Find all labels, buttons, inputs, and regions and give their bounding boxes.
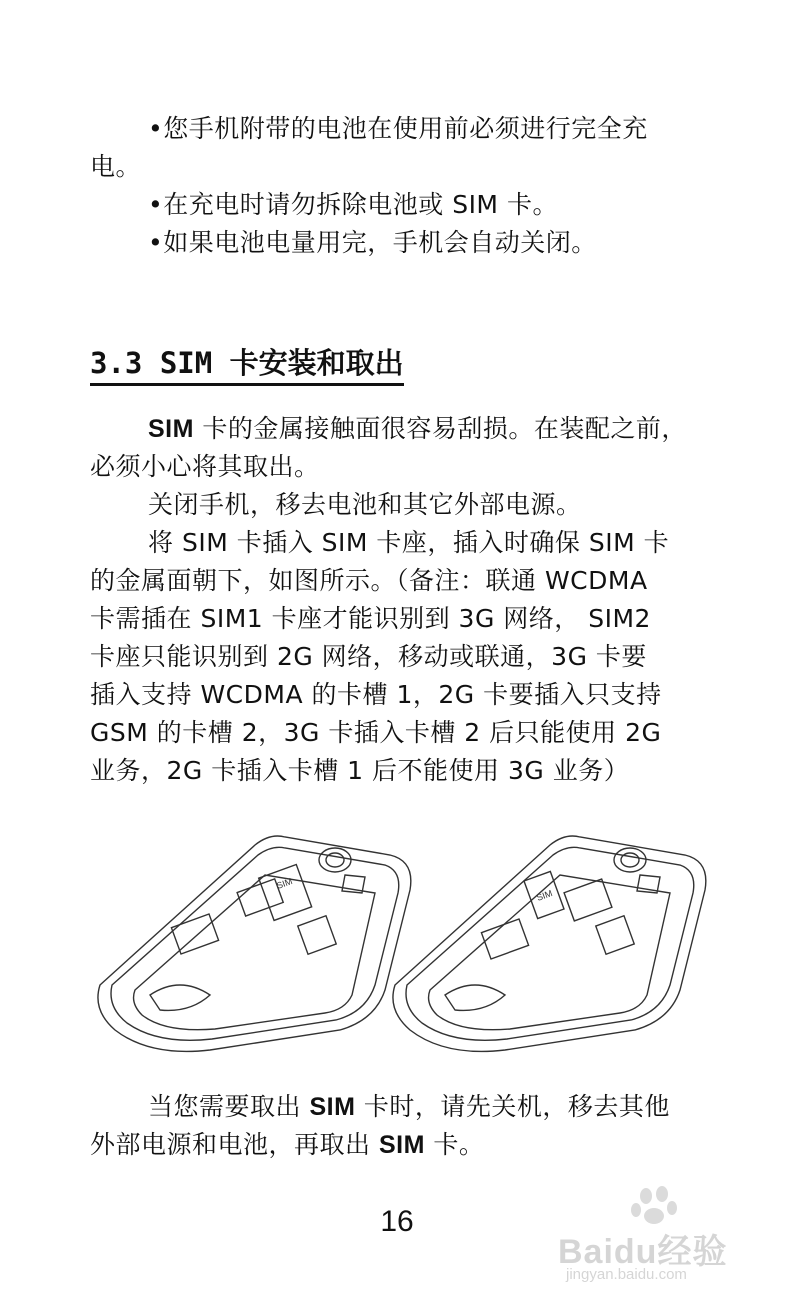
p3-line5: 插入支持 WCDMA 的卡槽 1，2G 卡要插入只支持 <box>90 680 662 709</box>
bullet-no-remove-while-charging: •在充电时请勿拆除电池或 SIM 卡。 <box>148 190 558 219</box>
p4-text-b: 卡时，请先关机，移去其他 <box>355 1092 670 1121</box>
bullet-auto-shutdown: •如果电池电量用完，手机会自动关闭。 <box>148 228 597 257</box>
p3-line7: 业务，2G 卡插入卡槽 1 后不能使用 3G 业务） <box>90 756 630 785</box>
phone-back-left <box>98 836 411 1051</box>
p1-bold-sim: SIM <box>148 415 194 443</box>
page-number: 16 <box>380 1205 414 1238</box>
battery-notes <box>90 110 710 262</box>
p3-line3: 卡需插在 SIM1 卡座才能识别到 3G 网络， SIM2 <box>90 604 651 633</box>
p4-bold-sim: SIM <box>309 1093 356 1121</box>
watermark-brand: Baidu经验 <box>558 1233 728 1271</box>
p3-line1: 将 SIM 卡插入 SIM 卡座，插入时确保 SIM 卡 <box>148 528 670 557</box>
bullet-charge-before-use-cont: 电。 <box>90 152 142 181</box>
p1-line2: 必须小心将其取出。 <box>90 452 320 481</box>
p4-line1 <box>90 1088 710 1126</box>
p1-text: 卡的金属接触面很容易刮损。在装配之前， <box>193 414 687 443</box>
sim-install-illustration <box>90 815 720 1065</box>
p4-line2 <box>90 1126 710 1164</box>
p4-l2-bold-sim: SIM <box>378 1131 425 1159</box>
p3-line2: 的金属面朝下，如图所示。（备注：联通 WCDMA <box>90 566 648 595</box>
sim-instructions <box>90 410 710 790</box>
bullet-charge-before-use: •您手机附带的电池在使用前必须进行完全充 <box>148 114 648 143</box>
p3-line6: GSM 的卡槽 2，3G 卡插入卡槽 2 后只能使用 2G <box>90 718 662 747</box>
p3-line4: 卡座只能识别到 2G 网络，移动或联通，3G 卡要 <box>90 642 647 671</box>
p1-line1 <box>90 410 710 448</box>
phone-back-right <box>393 836 706 1051</box>
sim-label-right: SIM <box>535 888 554 903</box>
section-heading: 3.3 SIM 卡安装和取出 <box>90 343 404 386</box>
sim-removal <box>90 1088 710 1164</box>
baidu-watermark <box>558 1186 758 1286</box>
sim-label-left: SIM <box>275 876 294 891</box>
p2-line: 关闭手机，移去电池和其它外部电源。 <box>148 490 582 519</box>
paw-icon <box>628 1186 688 1226</box>
p4-l2-text-b: 卡。 <box>424 1130 485 1159</box>
p4-l2-text-a: 外部电源和电池，再取出 <box>90 1130 379 1159</box>
p4-text-a: 当您需要取出 <box>148 1092 310 1121</box>
watermark-url: jingyan.baidu.com <box>566 1266 687 1283</box>
